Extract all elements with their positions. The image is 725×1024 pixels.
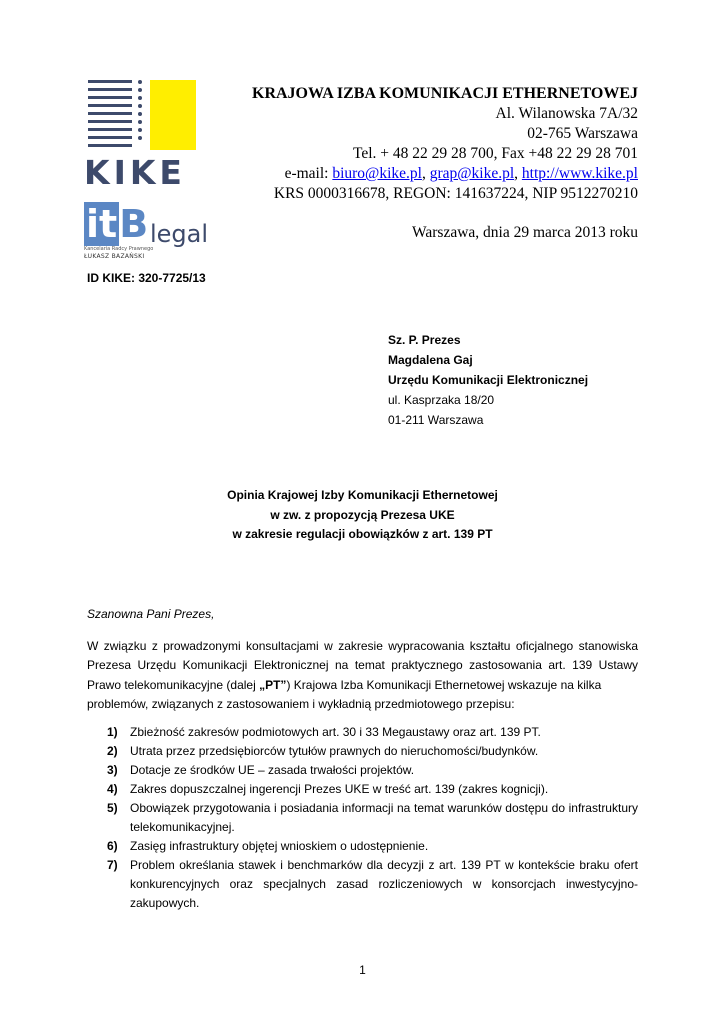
- list-item-text: Zakres dopuszczalnej ingerencji Prezes UKE w treść art. 139 (zakres kognicji).: [130, 782, 549, 796]
- organization-phone: Tel. + 48 22 29 28 700, Fax +48 22 29 28 701: [352, 145, 638, 162]
- list-item-number: 3): [107, 763, 118, 777]
- recipient-city: 01-211 Warszawa: [388, 413, 484, 427]
- organization-street: Al. Wilanowska 7A/32: [495, 105, 638, 122]
- salutation: Szanowna Pani Prezes,: [87, 607, 215, 621]
- website-link[interactable]: http://www.kike.pl: [521, 165, 638, 182]
- logo-lines-icon: [88, 80, 132, 152]
- list-item: [107, 761, 638, 780]
- list-item-number: 5): [107, 801, 118, 815]
- reference-id: ID KIKE: 320-7725/13: [87, 271, 206, 285]
- organization-city: 02-765 Warszawa: [527, 125, 638, 142]
- list-item-text: Dotacje ze środków UE – zasada trwałości projektów.: [130, 763, 415, 777]
- itb-legal-logo: [84, 202, 209, 264]
- organization-contact: e-mail: biuro@kike.pl, grap@kike.pl, http://www.kike.pl: [284, 165, 638, 182]
- subject-line: Opinia Krajowej Izby Komunikacji Ethernetowej: [227, 488, 498, 502]
- itb-subtitle: Kancelaria Radcy Prawnego: [84, 246, 154, 252]
- list-item: [107, 856, 638, 913]
- list-item-text: Zasięg infrastruktury objętej wnioskiem o udostępnienie.: [130, 839, 429, 853]
- list-item: [107, 780, 638, 799]
- letter-date: Warszawa, dnia 29 marca 2013 roku: [412, 224, 638, 241]
- list-item-text: Zbieżność zakresów podmiotowych art. 30 i 33 Megaustawy oraz art. 139 PT.: [130, 725, 541, 739]
- list-item: [107, 742, 638, 761]
- page-number: 1: [359, 963, 366, 977]
- organization-registry: KRS 0000316678, REGON: 141637224, NIP 9512270210: [273, 185, 638, 202]
- recipient-street: ul. Kasprzaka 18/20: [388, 393, 495, 407]
- itb-subtitle-name: ŁUKASZ BAZAŃSKI: [84, 253, 145, 260]
- list-item-number: 4): [107, 782, 118, 796]
- list-item-text: Utrata przez przedsiębiorców tytułów prawnych do nieruchomości/budynków.: [130, 744, 539, 758]
- logo-wordmark: KIKE: [84, 153, 186, 192]
- email-link-biuro[interactable]: biuro@kike.pl: [332, 165, 422, 182]
- kike-logo: [82, 80, 200, 192]
- organization-name: KRAJOWA IZBA KOMUNIKACJI ETHERNETOWEJ: [252, 85, 638, 102]
- issue-list: [107, 723, 638, 913]
- list-item: [107, 799, 638, 837]
- email-link-grap[interactable]: grap@kike.pl: [429, 165, 515, 182]
- list-item-number: 2): [107, 744, 118, 758]
- intro-paragraph: W związku z prowadzonymi konsultacjami w zakresie wypracowania kształtu oficjalnego stanowiska Prezesa Urzędu Komunikacji Elektronicznej na temat praktycznego zastosowania art. 139 Ustawy Prawo telekomunikacyjne (dalej „PT”) Krajowa Izba Komunikacji Ethernetowej wskazuje na kilka problemów, związanych z zastosowaniem i wykładnią przedmiotowego przepisu:: [87, 639, 638, 711]
- recipient-title: Sz. P. Prezes: [388, 333, 461, 347]
- logo-dots-icon: [138, 80, 144, 144]
- itb-mark: itB: [86, 202, 149, 246]
- subject-line: w zw. z propozycją Prezesa UKE: [270, 507, 455, 522]
- list-item: [107, 837, 638, 856]
- list-item-number: 6): [107, 839, 118, 853]
- list-item-text: Obowiązek przygotowania i posiadania informacji na temat warunków dostępu do infrastruktury telekomunikacyjnej.: [130, 801, 638, 834]
- list-item: [107, 723, 638, 742]
- recipient-name: Magdalena Gaj: [388, 353, 473, 367]
- recipient-office: Urzędu Komunikacji Elektronicznej: [388, 373, 589, 387]
- list-item-number: 7): [107, 858, 118, 872]
- recipient-address: [388, 330, 588, 430]
- logo-yellow-block: [150, 80, 196, 150]
- list-item-number: 1): [107, 725, 118, 739]
- itb-legal-word: legal: [150, 220, 209, 248]
- subject-line: w zakresie regulacji obowiązków z art. 139 PT: [232, 527, 493, 541]
- list-item-text: Problem określania stawek i benchmarków dla decyzji z art. 139 PT w kontekście braku ofert konkurencyjnych oraz specjalnych zasad rozliczeniowych w konsorcjach inwestycyjno-zakupowych.: [130, 858, 638, 910]
- subject-heading: [0, 486, 725, 545]
